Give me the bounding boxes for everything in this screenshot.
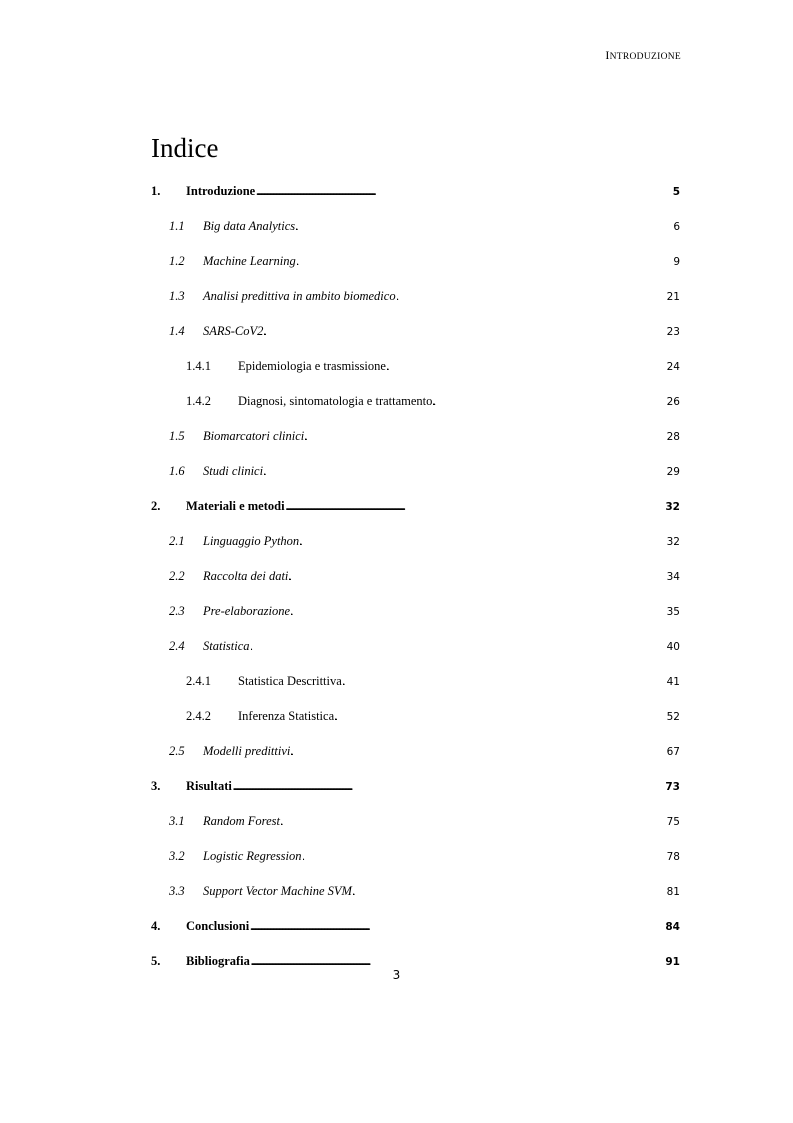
toc-dot-leader	[281, 812, 666, 832]
toc-entry-line	[203, 812, 680, 830]
toc-entry-label: Conclusioni	[186, 919, 250, 933]
toc-entry[interactable]	[0, 812, 793, 830]
toc-entry-line	[203, 567, 680, 585]
toc-entry-line	[203, 742, 680, 760]
toc-entry-number: 1.2	[169, 254, 185, 268]
toc-entry[interactable]	[0, 672, 793, 690]
toc-entry-line	[203, 252, 680, 270]
toc-dot-leader	[387, 357, 666, 377]
toc-entry-page: 52	[666, 711, 680, 723]
toc-entry-number: 2.4.2	[186, 709, 211, 723]
toc-dot-leader	[433, 392, 665, 412]
toc-entry-number: 3.	[151, 779, 161, 793]
toc-entry-line	[203, 882, 680, 900]
toc-dot-leader	[303, 847, 666, 867]
toc-entry-line	[203, 287, 680, 305]
toc-entry-label: Support Vector Machine SVM	[203, 884, 352, 898]
toc-entry[interactable]	[0, 287, 793, 305]
page-title: Indice	[151, 133, 219, 163]
toc-dot-leader	[397, 287, 666, 307]
toc-entry[interactable]	[0, 707, 793, 725]
toc-entry-label: Linguaggio Python	[203, 534, 300, 548]
toc-entry-page: 32	[665, 501, 680, 513]
toc-entry[interactable]	[0, 497, 793, 515]
toc-entry-label: Statistica	[203, 639, 250, 653]
toc-entry[interactable]	[0, 882, 793, 900]
toc-entry-page: 78	[666, 851, 680, 863]
toc-dot-leader	[250, 917, 664, 937]
toc-entry-label: Modelli predittivi	[203, 744, 291, 758]
toc-entry-label: Epidemiologia e trasmissione	[238, 359, 386, 373]
toc-dot-leader	[264, 322, 665, 342]
toc-dot-leader	[291, 602, 666, 622]
toc-entry[interactable]	[0, 322, 793, 340]
toc-entry-number: 1.	[151, 184, 161, 198]
toc-entry-number: 3.1	[169, 814, 185, 828]
toc-entry-number: 2.	[151, 499, 161, 513]
toc-entry-number: 1.4.1	[186, 359, 211, 373]
toc-entry-line	[203, 532, 680, 550]
toc-entry-number: 4.	[151, 919, 161, 933]
toc-entry-page: 91	[665, 956, 680, 968]
toc-entry[interactable]	[0, 427, 793, 445]
toc-entry-number: 3.3	[169, 884, 185, 898]
toc-entry-page: 5	[672, 186, 680, 198]
toc-entry-line	[203, 427, 680, 445]
toc-entry-page: 29	[666, 466, 680, 478]
toc-entry-label: Pre-elaborazione	[203, 604, 291, 618]
toc-entry-label: Risultati	[186, 779, 232, 793]
toc-entry-number: 2.4.1	[186, 674, 211, 688]
toc-entry[interactable]	[0, 742, 793, 760]
toc-entry-page: 75	[666, 816, 680, 828]
toc-entry-number: 5.	[151, 954, 161, 968]
toc-entry[interactable]	[0, 917, 793, 935]
toc-entry-page: 28	[666, 431, 680, 443]
toc-entry-number: 3.2	[169, 849, 185, 863]
toc-entry-page: 6	[673, 221, 680, 233]
toc-entry[interactable]	[0, 182, 793, 200]
toc-entry-line	[203, 637, 680, 655]
toc-entry-page: 81	[666, 886, 680, 898]
toc-entry-line	[186, 777, 680, 795]
toc-dot-leader	[296, 217, 672, 237]
toc-entry-label: Bibliografia	[186, 954, 250, 968]
toc-entry[interactable]	[0, 637, 793, 655]
toc-entry-label: Diagnosi, sintomatologia e trattamento	[238, 394, 433, 408]
toc-entry[interactable]	[0, 567, 793, 585]
toc-dot-leader	[264, 462, 666, 482]
toc-entry-page: 21	[666, 291, 680, 303]
toc-dot-leader	[286, 497, 665, 517]
toc-entry-page: 73	[665, 781, 680, 793]
toc-entry[interactable]	[0, 252, 793, 270]
toc-entry-label: Statistica Descrittiva	[238, 674, 342, 688]
toc-entry-number: 2.4	[169, 639, 185, 653]
page-number: 3	[392, 968, 401, 982]
toc-entry[interactable]	[0, 847, 793, 865]
toc-entry-line	[203, 602, 680, 620]
toc-entry-line	[186, 917, 680, 935]
toc-entry-page: 32	[666, 536, 680, 548]
toc-entry-number: 1.3	[169, 289, 185, 303]
toc-entry-page: 35	[666, 606, 680, 618]
toc-dot-leader	[291, 742, 665, 762]
toc-dot-leader	[335, 707, 665, 727]
toc-entry-number: 1.4	[169, 324, 185, 338]
toc-entry-label: Logistic Regression	[203, 849, 302, 863]
toc-entry-label: Studi clinici	[203, 464, 264, 478]
toc-entry-number: 1.5	[169, 429, 185, 443]
toc-entry[interactable]	[0, 392, 793, 410]
toc-entry[interactable]	[0, 777, 793, 795]
toc-entry[interactable]	[0, 357, 793, 375]
running-header-initial: I	[605, 48, 610, 62]
toc-dot-leader	[251, 637, 666, 657]
toc-dot-leader	[297, 252, 673, 272]
toc-entry-line	[238, 672, 680, 690]
toc-dot-leader	[256, 182, 671, 202]
toc-entry-page: 67	[666, 746, 680, 758]
toc-entry-line	[186, 182, 680, 200]
toc-entry-line	[203, 322, 680, 340]
toc-entry-number: 2.2	[169, 569, 185, 583]
toc-entry-page: 24	[666, 361, 680, 373]
toc-entry-number: 2.1	[169, 534, 185, 548]
toc-entry[interactable]	[0, 532, 793, 550]
toc-entry-label: Machine Learning	[203, 254, 296, 268]
toc-entry[interactable]	[0, 462, 793, 480]
toc-dot-leader	[343, 672, 666, 692]
toc-entry-line	[238, 357, 680, 375]
toc-dot-leader	[353, 882, 666, 902]
toc-entry-page: 9	[673, 256, 680, 268]
running-header-rest: NTRODUZIONE	[609, 52, 681, 62]
toc-entry-page: 26	[666, 396, 680, 408]
toc-entry-page: 34	[666, 571, 680, 583]
toc-entry-page: 40	[666, 641, 680, 653]
toc-entry-label: Random Forest	[203, 814, 280, 828]
toc-entry-page: 41	[666, 676, 680, 688]
toc-entry-line	[203, 847, 680, 865]
toc-entry-label: Introduzione	[186, 184, 256, 198]
toc-entry-page: 84	[665, 921, 680, 933]
toc-entry-line	[203, 217, 680, 235]
toc-entry[interactable]	[0, 217, 793, 235]
toc-entry-number: 1.1	[169, 219, 185, 233]
toc-entry-line	[203, 462, 680, 480]
toc-entry-number: 1.6	[169, 464, 185, 478]
toc-entry-line	[238, 707, 680, 725]
toc-entry-number: 2.3	[169, 604, 185, 618]
toc-entry[interactable]	[0, 602, 793, 620]
toc-entry-label: Inferenza Statistica	[238, 709, 335, 723]
toc-entry-label: Analisi predittiva in ambito biomedico	[203, 289, 396, 303]
toc-entry-line	[238, 392, 680, 410]
toc-entry-label: Biomarcatori clinici	[203, 429, 305, 443]
toc-entry-label: Big data Analytics	[203, 219, 296, 233]
toc-entry-number: 2.5	[169, 744, 185, 758]
toc-entry-number: 1.4.2	[186, 394, 211, 408]
toc-dot-leader	[289, 567, 665, 587]
toc-dot-leader	[305, 427, 665, 447]
toc-entry-line	[186, 497, 680, 515]
toc-entry-page: 23	[666, 326, 680, 338]
toc-entry-label: SARS-CoV2	[203, 324, 264, 338]
running-header	[605, 48, 681, 63]
toc-dot-leader	[233, 777, 665, 797]
toc-entry-label: Raccolta dei dati	[203, 569, 289, 583]
toc-dot-leader	[300, 532, 665, 552]
toc-entry-label: Materiali e metodi	[186, 499, 285, 513]
